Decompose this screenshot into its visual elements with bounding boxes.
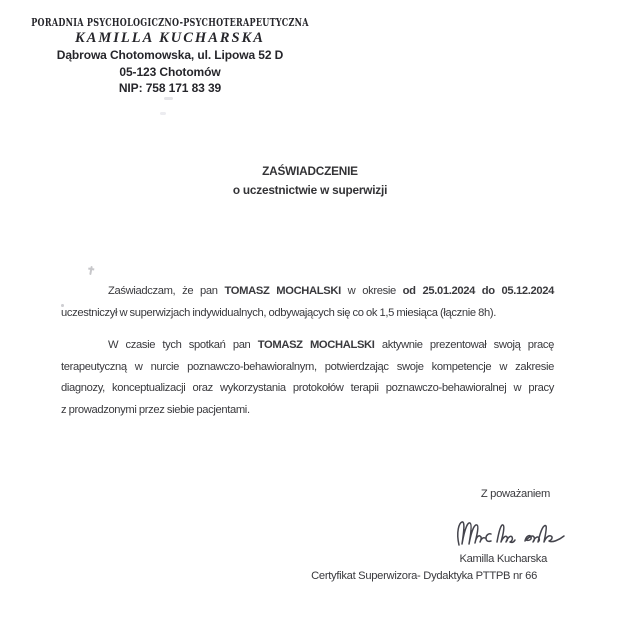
- paragraph-2-line-1: [61, 335, 554, 357]
- document-title-line1: ZAŚWIADCZENIE: [262, 164, 358, 178]
- paragraph-2-line-2: terapeutyczną w nurcie poznawczo-behawioralnym, potwierdzając swoje kompetencje w zakresie: [61, 360, 554, 373]
- p1-date-range: od 25.01.2024 do 05.12.2024: [402, 285, 555, 297]
- signatory-name: Kamilla Kucharska: [459, 553, 547, 565]
- p2-person-name: TOMASZ MOCHALSKI: [257, 339, 375, 351]
- paragraph-2: [61, 335, 554, 421]
- paragraph-2-line-4: z prowadzonymi przez siebie pacjentami.: [61, 403, 250, 416]
- document-title-line2: o uczestnictwie w superwizji: [232, 183, 388, 197]
- paragraph-1: [61, 281, 554, 324]
- stamp-clinic-name-text: PORADNIA PSYCHOLOGICZNO-PSYCHOTERAPEUTYCZNA: [31, 15, 309, 29]
- p1-person-name: TOMASZ MOCHALSKI: [224, 285, 341, 297]
- signatory-credentials: Certyfikat Superwizora- Dydaktyka PTTPB nr 66: [311, 570, 537, 582]
- clinic-stamp: [31, 15, 309, 96]
- paragraph-2-line-3: diagnozy, konceptualizacji oraz wykorzystania protokołów terapii poznawczo-behawioralnej w pracy: [61, 382, 554, 394]
- scan-speck: [160, 112, 166, 115]
- stamp-address-city: 05-123 Chotomów: [119, 65, 221, 79]
- scan-speck: [89, 266, 93, 275]
- p2-text: W czasie tych spotkań pan: [108, 339, 251, 351]
- p1-text: w okresie: [347, 285, 396, 297]
- signature-icon: [452, 514, 576, 556]
- stamp-nip: NIP: 758 171 83 39: [118, 81, 222, 95]
- stamp-clinic-name: [31, 15, 309, 30]
- closing-salutation: Z poważaniem: [480, 488, 550, 500]
- stamp-address-street: Dąbrowa Chotomowska, ul. Lipowa 52 D: [56, 48, 284, 62]
- paragraph-1-line-1: [61, 281, 554, 303]
- stamp-owner-name: KAMILLA KUCHARSKA: [75, 30, 265, 46]
- p2-text: aktywnie prezentował swoją pracę: [381, 339, 554, 351]
- p1-text: Zaświadczam, że pan: [108, 285, 218, 297]
- document-title: [61, 162, 559, 200]
- scan-speck: [164, 97, 173, 100]
- paragraph-1-line-2: uczestniczył w superwizjach indywidualnych, odbywających się co ok 1,5 miesiąca (łącznie 8h).: [61, 306, 497, 319]
- document-body: [61, 281, 554, 421]
